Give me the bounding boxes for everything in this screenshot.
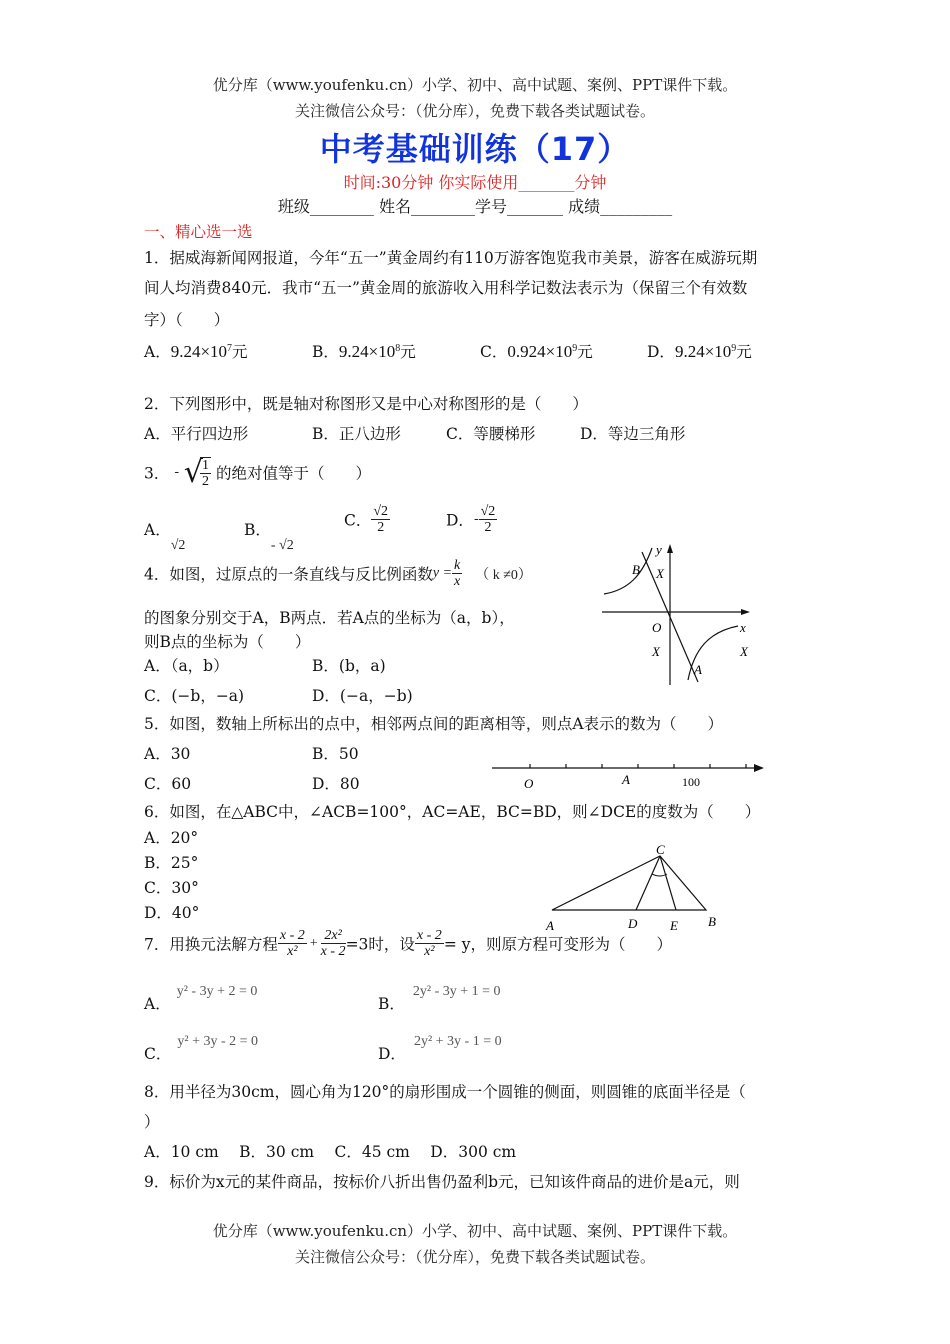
q7-option-c: C．y² + 3y - 2 = 0 <box>144 1034 259 1063</box>
label-hundred: 100 <box>682 775 700 789</box>
q4-option-b: B．(b，a) <box>312 657 386 675</box>
label-y: y <box>656 542 662 557</box>
q8-options: A．10 cm B．30 cm C．45 cm D．300 cm <box>144 1143 517 1161</box>
sqrt-sign-icon: √ <box>183 455 204 490</box>
q3-option-d: D．- $\frac{√2}{2}$ <box>446 504 496 535</box>
q1-line-1: 1．据威海新闻网报道，今年“五一”黄金周约有110万游客饱览我市美景，游客在威游玩期 <box>144 249 758 267</box>
q3-stem: 3． - √ $\frac{1}{2}$ 的绝对值等于（ ） <box>144 455 371 490</box>
label-b: B <box>632 562 640 577</box>
header-line-1: 优分库（www.youfenku.cn）小学、初中、高中试题、案例、PPT课件下载。 <box>212 76 738 94</box>
q4-stem-line-3: 则B点的坐标为（ ） <box>144 633 311 651</box>
page-title: 中考基础训练（17） <box>319 130 631 168</box>
label-d: D <box>628 916 638 931</box>
q5-option-a: A．30 <box>144 745 191 763</box>
label-x-mark-3: X <box>740 644 748 659</box>
q9-line-1: 9．标价为x元的某件商品，按标价八折出售仍盈利b元，已知该件商品的进价是a元，则 <box>144 1173 740 1191</box>
q5-option-b: B．50 <box>312 745 359 763</box>
q4-option-c: C．(−b，−a) <box>144 687 245 705</box>
label-e: E <box>670 918 678 933</box>
q4-stem-line-1: 4．如图，过原点的一条直线与反比例函数y = $\frac{k}{x}$ （ k ≠0） <box>144 558 532 589</box>
hyperbola-left-branch <box>604 548 652 594</box>
label-x: x <box>740 620 746 635</box>
header-line-2: 关注微信公众号：（优分库），免费下载各类试题试卷。 <box>294 102 655 120</box>
q1-line-3: 字）（ ） <box>144 311 230 329</box>
q5-option-d: D．80 <box>312 775 360 793</box>
q2-option-b: B．正八边形 <box>312 425 401 443</box>
label-point-a: A <box>622 772 630 787</box>
q8-line-1: 8．用半径为30cm，圆心角为120°的扇形围成一个圆锥的侧面，则圆锥的底面半径是（ <box>144 1083 746 1101</box>
q1-option-a: A．$9.24\times 10^7$元 <box>144 342 248 361</box>
q2-option-a: A．平行四边形 <box>144 425 249 443</box>
q7-stem: 7．用换元法解方程 $\frac{x - 2}{\text{x²}}$ + $\frac{\text{2x²}}{x - 2}$ =3时，设 $\frac{x - 2}{\text{x²}}$ = y，则原方程可变形为（ ） <box>144 928 672 959</box>
q2-stem: 2．下列图形中，既是轴对称图形又是中心对称图形的是（ ） <box>144 395 588 413</box>
info-line: 班级________ 姓名________学号_______ 成绩_________ <box>277 197 673 216</box>
q6-stem: 6．如图，在△ABC中，∠ACB=100°，AC=AE，BC=BD，则∠DCE的度数为（ ） <box>144 803 761 821</box>
label-x-mark-1: X <box>656 566 664 581</box>
section-heading: 一、精心选一选 <box>144 223 253 241</box>
label-b: B <box>708 914 716 929</box>
q2-option-d: D．等边三角形 <box>580 425 686 443</box>
angle-arc <box>652 874 667 876</box>
time-line: 时间:30分钟 你实际使用_______分钟 <box>343 173 607 192</box>
number-line-arrow-icon <box>754 764 764 772</box>
q3-option-a: A．√2 <box>144 521 186 553</box>
q4-option-a: A．（a，b） <box>144 657 229 675</box>
triangle-abc <box>552 856 706 910</box>
label-c: C <box>656 842 665 857</box>
q6-option-b: B．25° <box>144 854 199 872</box>
q1-option-b: B．$9.24\times 10^8$元 <box>312 342 416 361</box>
label-origin: O <box>524 776 534 791</box>
q4-stem-line-2: 的图象分别交于A，B两点．若A点的坐标为（a，b）， <box>144 609 515 627</box>
q5-stem: 5．如图，数轴上所标出的点中，相邻两点间的距离相等，则点A表示的数为（ ） <box>144 715 724 733</box>
footer-line-1: 优分库（www.youfenku.cn）小学、初中、高中试题、案例、PPT课件下载。 <box>212 1222 738 1240</box>
label-a: A <box>546 918 554 933</box>
q2-option-c: C．等腰梯形 <box>446 425 536 443</box>
q3-option-b: B．- √2 <box>244 521 294 553</box>
label-o: O <box>652 620 662 635</box>
label-a: A <box>694 662 702 677</box>
segment-cd <box>636 856 660 910</box>
segment-ce <box>660 856 676 910</box>
q6-option-d: D．40° <box>144 904 200 922</box>
q7-option-b: B．2y² - 3y + 1 = 0 <box>378 984 501 1013</box>
label-x-mark-2: X <box>652 644 660 659</box>
x-axis-arrow-icon <box>741 609 750 615</box>
q7-option-a: A．y² - 3y + 2 = 0 <box>144 984 258 1013</box>
footer-line-2: 关注微信公众号：（优分库），免费下载各类试题试卷。 <box>294 1248 655 1266</box>
q1-option-d: D．$9.24\times 10^9$元 <box>647 342 752 361</box>
q1-option-c: C．$0.924\times 10^9$元 <box>480 342 593 361</box>
triangle-figure <box>540 840 730 936</box>
q4-figure <box>598 540 768 690</box>
q4-option-d: D．(−a，−b) <box>312 687 413 705</box>
q6-option-c: C．30° <box>144 879 199 897</box>
q7-option-d: D．2y² + 3y - 1 = 0 <box>378 1034 502 1063</box>
q3-option-c: C． $\frac{√2}{2}$ <box>344 504 389 535</box>
q6-option-a: A．20° <box>144 829 199 847</box>
y-axis-arrow-icon <box>667 544 673 553</box>
q1-line-2: 间人均消费840元．我市“五一”黄金周的旅游收入用科学记数法表示为（保留三个有效数 <box>144 279 748 297</box>
q8-line-2: ） <box>144 1113 160 1131</box>
q5-option-c: C．60 <box>144 775 192 793</box>
number-line-figure <box>488 756 768 794</box>
